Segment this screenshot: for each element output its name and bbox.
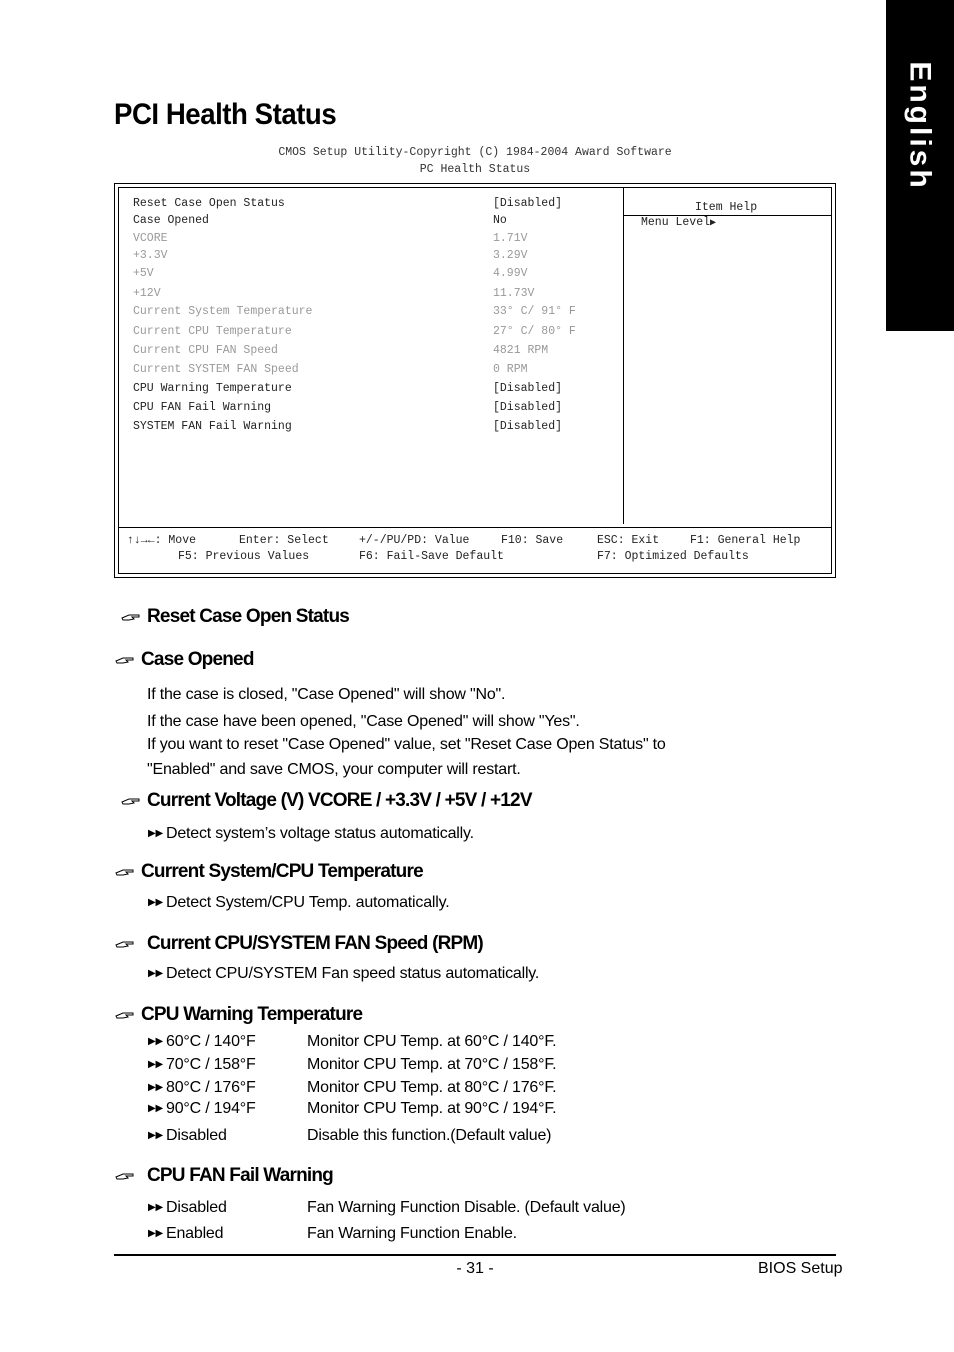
- bios-item-label: +3.3V: [133, 249, 168, 262]
- bios-divider-horizontal: [118, 527, 832, 528]
- pointing-hand-icon: [121, 612, 141, 622]
- key-hint-save: F10: Save: [501, 534, 564, 547]
- option-name: ▶▶ Disabled: [148, 1199, 227, 1216]
- option-name: ▶▶ 70°C / 158°F: [148, 1056, 256, 1073]
- section-heading: Current System/CPU Temperature: [141, 861, 423, 882]
- menu-level-text: Menu Level▶: [641, 216, 717, 229]
- option-description: Monitor CPU Temp. at 90°C / 194°F.: [307, 1100, 557, 1117]
- key-hint-failsafe: F6: Fail-Save Default: [359, 550, 504, 563]
- bios-header-title: PC Health Status: [419, 163, 531, 176]
- paragraph-line: If you want to reset "Case Opened" value, set "Reset Case Open Status" to: [147, 736, 666, 753]
- bios-item-value[interactable]: [Disabled]: [493, 401, 563, 414]
- double-arrow-bullet-icon: ▶▶: [148, 968, 163, 980]
- option-name: ▶▶ 80°C / 176°F: [148, 1079, 256, 1096]
- option-description: Monitor CPU Temp. at 60°C / 140°F.: [307, 1033, 557, 1050]
- bios-item-value: 0 RPM: [493, 363, 528, 376]
- bios-item-label: VCORE: [133, 232, 168, 245]
- double-arrow-bullet-icon: ▶▶: [148, 828, 163, 840]
- option-name: ▶▶ Enabled: [148, 1225, 224, 1242]
- section-voltage: [121, 790, 532, 812]
- key-hint-previous: F5: Previous Values: [178, 550, 310, 563]
- bios-item-value: 1.71V: [493, 232, 528, 245]
- bios-item-value: 11.73V: [493, 287, 535, 300]
- bullet-item: ▶▶ Detect System/CPU Temp. automatically.: [148, 894, 450, 911]
- option-description: Fan Warning Function Disable. (Default value): [307, 1199, 626, 1216]
- pointing-hand-icon: [115, 867, 135, 877]
- double-arrow-bullet-icon: ▶▶: [148, 1103, 163, 1115]
- bullet-item: ▶▶ Detect CPU/SYSTEM Fan speed status automatically.: [148, 965, 540, 982]
- paragraph-line: "Enabled" and save CMOS, your computer will restart.: [147, 761, 521, 778]
- bios-item-label: Current CPU Temperature: [133, 325, 292, 338]
- language-tab: [886, 0, 954, 331]
- paragraph-line: If the case is closed, "Case Opened" will show "No".: [147, 686, 506, 703]
- key-hint-move: ↑↓→←: Move: [127, 534, 197, 547]
- paragraph-line: If the case have been opened, "Case Opened" will show "Yes".: [147, 713, 580, 730]
- option-description: Monitor CPU Temp. at 70°C / 158°F.: [307, 1056, 557, 1073]
- page-number: - 31 -: [456, 1260, 494, 1277]
- key-hint-select: Enter: Select: [239, 534, 329, 547]
- option-description: Disable this function.(Default value): [307, 1127, 552, 1144]
- option-name: ▶▶ Disabled: [148, 1127, 227, 1144]
- section-fan-speed: [115, 933, 483, 955]
- footer-section-name: BIOS Setup: [758, 1260, 843, 1277]
- pointing-hand-icon: [115, 655, 135, 665]
- key-hint-optimized: F7: Optimized Defaults: [597, 550, 749, 563]
- section-cpu-warning: [115, 1004, 362, 1026]
- bios-item-value: No: [493, 214, 507, 227]
- pointing-hand-icon: [121, 796, 141, 806]
- bios-divider-vertical: [623, 187, 624, 524]
- bios-item-value: 4.99V: [493, 267, 528, 280]
- section-heading: Current CPU/SYSTEM FAN Speed (RPM): [147, 933, 483, 954]
- section-fan-fail: [115, 1165, 333, 1187]
- bios-item-value: 27° C/ 80° F: [493, 325, 576, 338]
- section-case-opened: [115, 649, 254, 671]
- pointing-hand-icon: [115, 1010, 135, 1020]
- bios-item-label: +12V: [133, 287, 161, 300]
- option-description: Monitor CPU Temp. at 80°C / 176°F.: [307, 1079, 557, 1096]
- bios-item-label: Current CPU FAN Speed: [133, 344, 278, 357]
- bios-item-label[interactable]: SYSTEM FAN Fail Warning: [133, 420, 292, 433]
- double-arrow-bullet-icon: ▶▶: [148, 1036, 163, 1048]
- section-heading: Current Voltage (V) VCORE / +3.3V / +5V / +12V: [147, 790, 532, 811]
- section-heading: CPU FAN Fail Warning: [147, 1165, 333, 1186]
- bullet-item: ▶▶ Detect system’s voltage status automatically.: [148, 825, 474, 842]
- section-temperature: [115, 861, 423, 883]
- bios-item-value: 33° C/ 91° F: [493, 305, 576, 318]
- double-arrow-bullet-icon: ▶▶: [148, 1059, 163, 1071]
- double-arrow-bullet-icon: ▶▶: [148, 1202, 163, 1214]
- section-heading: Case Opened: [141, 649, 254, 670]
- double-arrow-bullet-icon: ▶▶: [148, 1228, 163, 1240]
- bios-item-label: Current System Temperature: [133, 305, 313, 318]
- bios-item-label[interactable]: Reset Case Open Status: [133, 197, 285, 210]
- key-hint-value: +/-/PU/PD: Value: [359, 534, 470, 547]
- section-heading: Reset Case Open Status: [147, 606, 350, 627]
- bios-item-label[interactable]: CPU Warning Temperature: [133, 382, 292, 395]
- pointing-hand-icon: [115, 939, 135, 949]
- pointing-hand-icon: [115, 1171, 135, 1181]
- double-arrow-bullet-icon: ▶▶: [148, 1082, 163, 1094]
- bios-item-value[interactable]: [Disabled]: [493, 420, 563, 433]
- option-description: Fan Warning Function Enable.: [307, 1225, 517, 1242]
- section-reset-case: [121, 606, 349, 628]
- menu-level-arrow-icon: ▶: [710, 218, 717, 229]
- language-tab-label: English: [904, 60, 937, 191]
- bios-item-value[interactable]: [Disabled]: [493, 197, 563, 210]
- double-arrow-bullet-icon: ▶▶: [148, 897, 163, 909]
- bios-item-label: Case Opened: [133, 214, 209, 227]
- bios-item-label: +5V: [133, 267, 154, 280]
- bios-item-value: 4821 RPM: [493, 344, 549, 357]
- bios-item-value: 3.29V: [493, 249, 528, 262]
- section-heading: CPU Warning Temperature: [141, 1004, 363, 1025]
- double-arrow-bullet-icon: ▶▶: [148, 1130, 163, 1142]
- bios-item-value[interactable]: [Disabled]: [493, 382, 563, 395]
- option-name: ▶▶ 90°C / 194°F: [148, 1100, 256, 1117]
- bios-item-label: Current SYSTEM FAN Speed: [133, 363, 299, 376]
- key-hint-help: F1: General Help: [690, 534, 801, 547]
- option-name: ▶▶ 60°C / 140°F: [148, 1033, 256, 1050]
- page-title: PCI Health Status: [114, 98, 337, 131]
- key-hint-exit: ESC: Exit: [597, 534, 660, 547]
- bios-header-copyright: CMOS Setup Utility-Copyright (C) 1984-2004 Award Software: [278, 146, 672, 159]
- bios-screen-inner-frame: [118, 187, 832, 574]
- item-help-title: Item Help: [695, 201, 758, 214]
- bios-item-label[interactable]: CPU FAN Fail Warning: [133, 401, 272, 414]
- footer-rule: [114, 1254, 836, 1256]
